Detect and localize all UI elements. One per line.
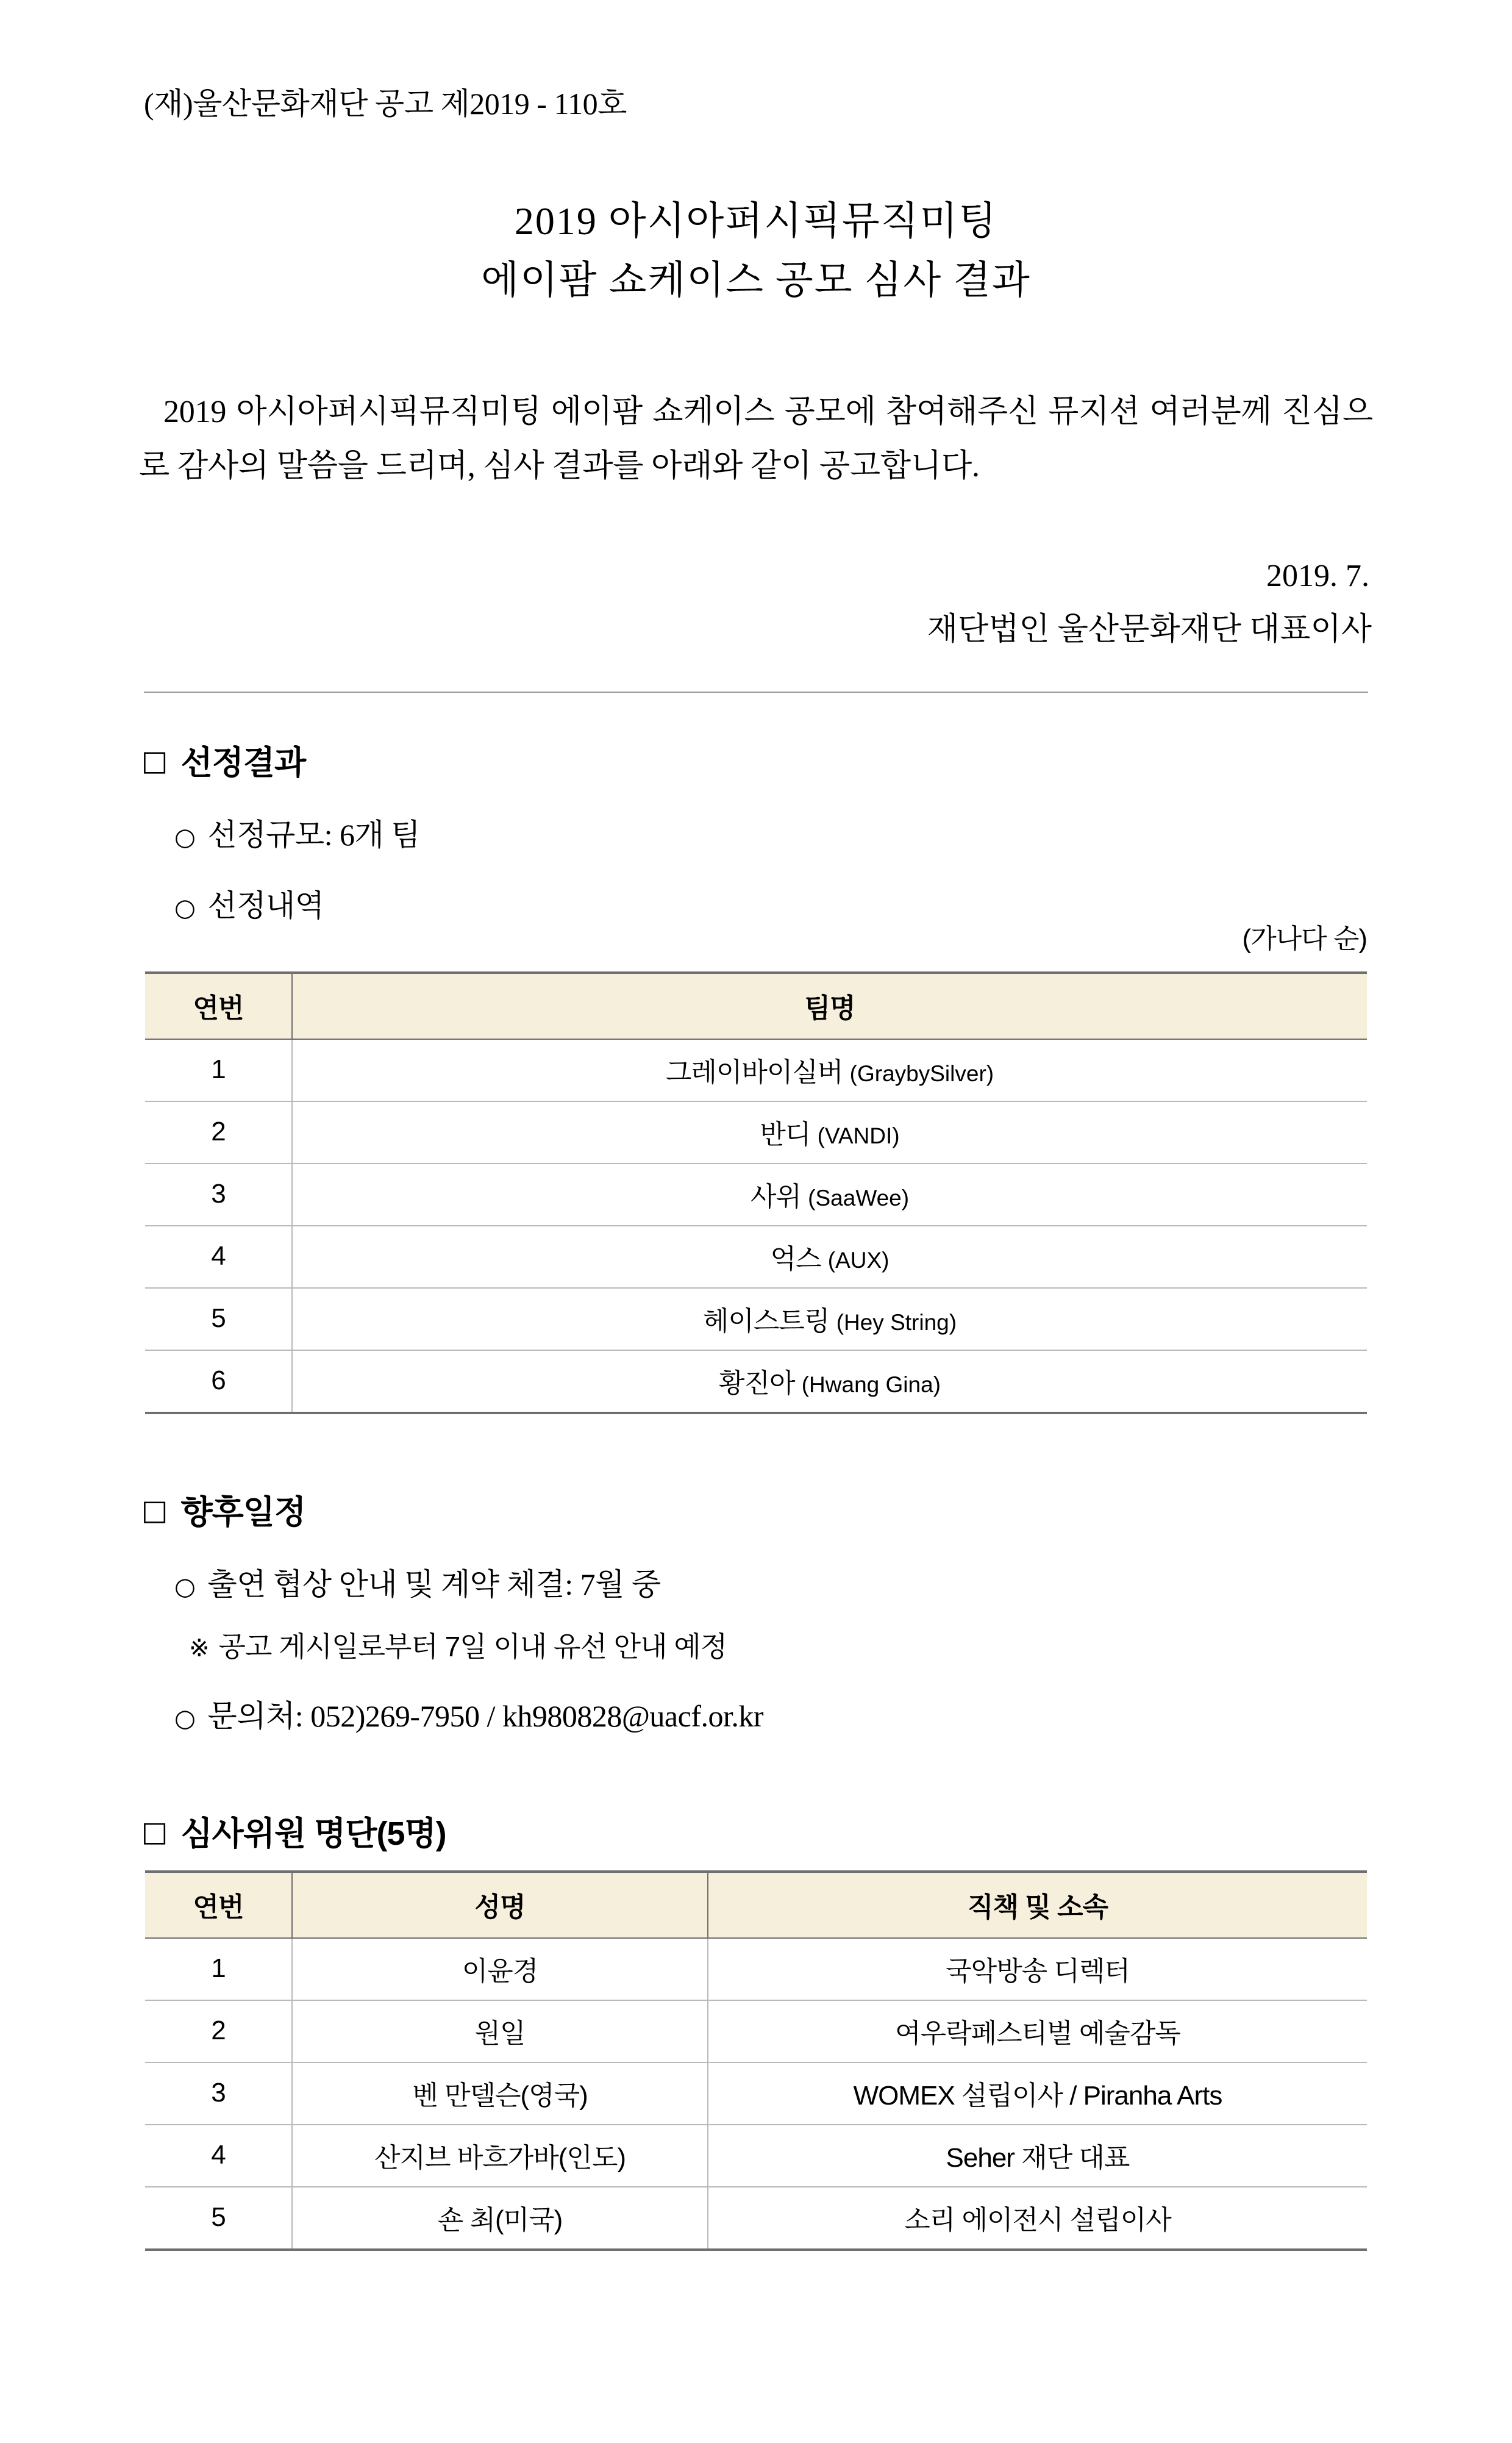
cell-affiliation: 국악방송 디렉터 [708, 1938, 1367, 2000]
judges-table [145, 1870, 1367, 2251]
table-row [145, 1938, 1367, 2000]
schedule-item-label: 출연 협상 안내 및 계약 체결: 7월 중 [207, 1567, 661, 1602]
table-header-row [145, 1872, 1367, 1938]
horizontal-divider [144, 692, 1368, 693]
box-icon: □ [141, 1493, 168, 1526]
table-row [145, 1164, 1367, 1226]
table-row [145, 2187, 1367, 2250]
table-row [145, 1101, 1367, 1164]
section-heading-judges-label: 심사위원 명단(5명) [180, 1815, 446, 1853]
cell-team [292, 1350, 1367, 1413]
circle-bullet-icon: ○ [174, 894, 196, 923]
cell-team [292, 1288, 1367, 1350]
cell-team-romanization: (VANDI) [817, 1123, 900, 1149]
table-row [145, 1226, 1367, 1288]
document-title [139, 191, 1373, 310]
cell-team [292, 1164, 1367, 1226]
cell-name: 이윤경 [292, 1938, 708, 2000]
cell-no: 1 [145, 1039, 292, 1101]
circle-bullet-icon: ○ [174, 1573, 196, 1601]
cell-team-name: 억스 [770, 1244, 821, 1275]
contact-label: 문의처: 052)269-7950 / kh980828@uacf.or.kr [207, 1699, 764, 1734]
spacer [139, 1736, 1373, 1764]
cell-team [292, 1101, 1367, 1164]
cell-no: 3 [145, 1164, 292, 1226]
cell-affiliation: 소리 에이전시 설립이사 [708, 2187, 1367, 2250]
section-heading-result-label: 선정결과 [180, 745, 306, 782]
cell-team [292, 1226, 1367, 1288]
cell-no: 2 [145, 2000, 292, 2062]
cell-no: 4 [145, 1226, 292, 1288]
selected-teams-table [145, 971, 1367, 1414]
column-header-team: 팀명 [292, 973, 1367, 1039]
intro-paragraph: 2019 아시아퍼시픽뮤직미팅 에이팜 쇼케이스 공모에 참여해주신 뮤지션 여러분께 진심으로 감사의 말씀을 드리며, 심사 결과를 아래와 같이 공고합니다. [139, 394, 1373, 484]
table-row [145, 2125, 1367, 2187]
cell-team-name: 그레이바이실버 [665, 1057, 843, 1088]
column-header-name: 성명 [292, 1872, 708, 1938]
section-heading-result [139, 737, 1373, 784]
reference-mark-icon: ※ [189, 1634, 209, 1663]
cell-no: 1 [145, 1938, 292, 2000]
cell-no: 5 [145, 2187, 292, 2250]
box-icon: □ [141, 743, 168, 777]
sign-name: 재단법인 울산문화재단 대표이사 [927, 612, 1372, 647]
schedule-note-label: 공고 게시일로부터 7일 이내 유선 안내 예정 [218, 1631, 727, 1663]
cell-team-name: 반디 [760, 1120, 811, 1150]
cell-affiliation: Seher 재단 대표 [708, 2125, 1367, 2187]
order-note: (가나다 순) [1242, 924, 1367, 954]
column-header-affiliation: 직책 및 소속 [708, 1872, 1367, 1938]
cell-affiliation: 여우락페스티벌 예술감독 [708, 2000, 1367, 2062]
cell-team-romanization: (Hey String) [836, 1310, 957, 1336]
schedule-note-line [139, 1625, 1373, 1665]
cell-no: 5 [145, 1288, 292, 1350]
cell-team-romanization: (AUX) [827, 1248, 890, 1273]
title-line-2: 에이팜 쇼케이스 공모 심사 결과 [481, 259, 1031, 302]
spacer [139, 1414, 1373, 1442]
cell-team-romanization: (Hwang Gina) [801, 1372, 941, 1398]
table-row [145, 1039, 1367, 1101]
cell-no: 6 [145, 1350, 292, 1413]
column-header-no: 연번 [145, 973, 292, 1039]
table-row [145, 2062, 1367, 2125]
circle-bullet-icon: ○ [174, 823, 196, 852]
result-detail-label: 선정내역 [207, 889, 324, 923]
column-header-no: 연번 [145, 1872, 292, 1938]
cell-name: 벤 만델슨(영국) [292, 2062, 708, 2125]
result-scale-line [139, 810, 1373, 854]
table-row [145, 1288, 1367, 1350]
circle-bullet-icon: ○ [174, 1704, 196, 1733]
signature-block [139, 549, 1373, 656]
box-icon: □ [141, 1814, 168, 1848]
cell-name: 원일 [292, 2000, 708, 2062]
cell-no: 4 [145, 2125, 292, 2187]
cell-team-romanization: (SaaWee) [808, 1186, 910, 1211]
cell-affiliation: WOMEX 설립이사 / Piranha Arts [708, 2062, 1367, 2125]
cell-name: 산지브 바흐가바(인도) [292, 2125, 708, 2187]
section-heading-schedule-label: 향후일정 [180, 1494, 306, 1531]
section-heading-schedule [139, 1486, 1373, 1533]
cell-no: 3 [145, 2062, 292, 2125]
cell-name: 숀 최(미국) [292, 2187, 708, 2250]
cell-team [292, 1039, 1367, 1101]
sign-date: 2019. 7. [1266, 559, 1369, 594]
cell-team-romanization: (GraybySilver) [849, 1061, 994, 1087]
title-line-1: 2019 아시아퍼시픽뮤직미팅 [514, 199, 998, 243]
cell-team-name: 헤이스트링 [702, 1306, 830, 1337]
result-scale-label: 선정규모: 6개 팀 [207, 818, 421, 853]
contact-line [139, 1692, 1373, 1736]
notice-number: (재)울산문화재단 공고 제2019 - 110호 [144, 87, 627, 121]
section-heading-judges [139, 1808, 1373, 1855]
cell-team-name: 사위 [750, 1182, 801, 1212]
table-header-row [145, 973, 1367, 1039]
cell-team-name: 황진아 [718, 1368, 795, 1399]
table-row [145, 2000, 1367, 2062]
schedule-item-line [139, 1560, 1373, 1604]
cell-no: 2 [145, 1101, 292, 1164]
table-row [145, 1350, 1367, 1413]
